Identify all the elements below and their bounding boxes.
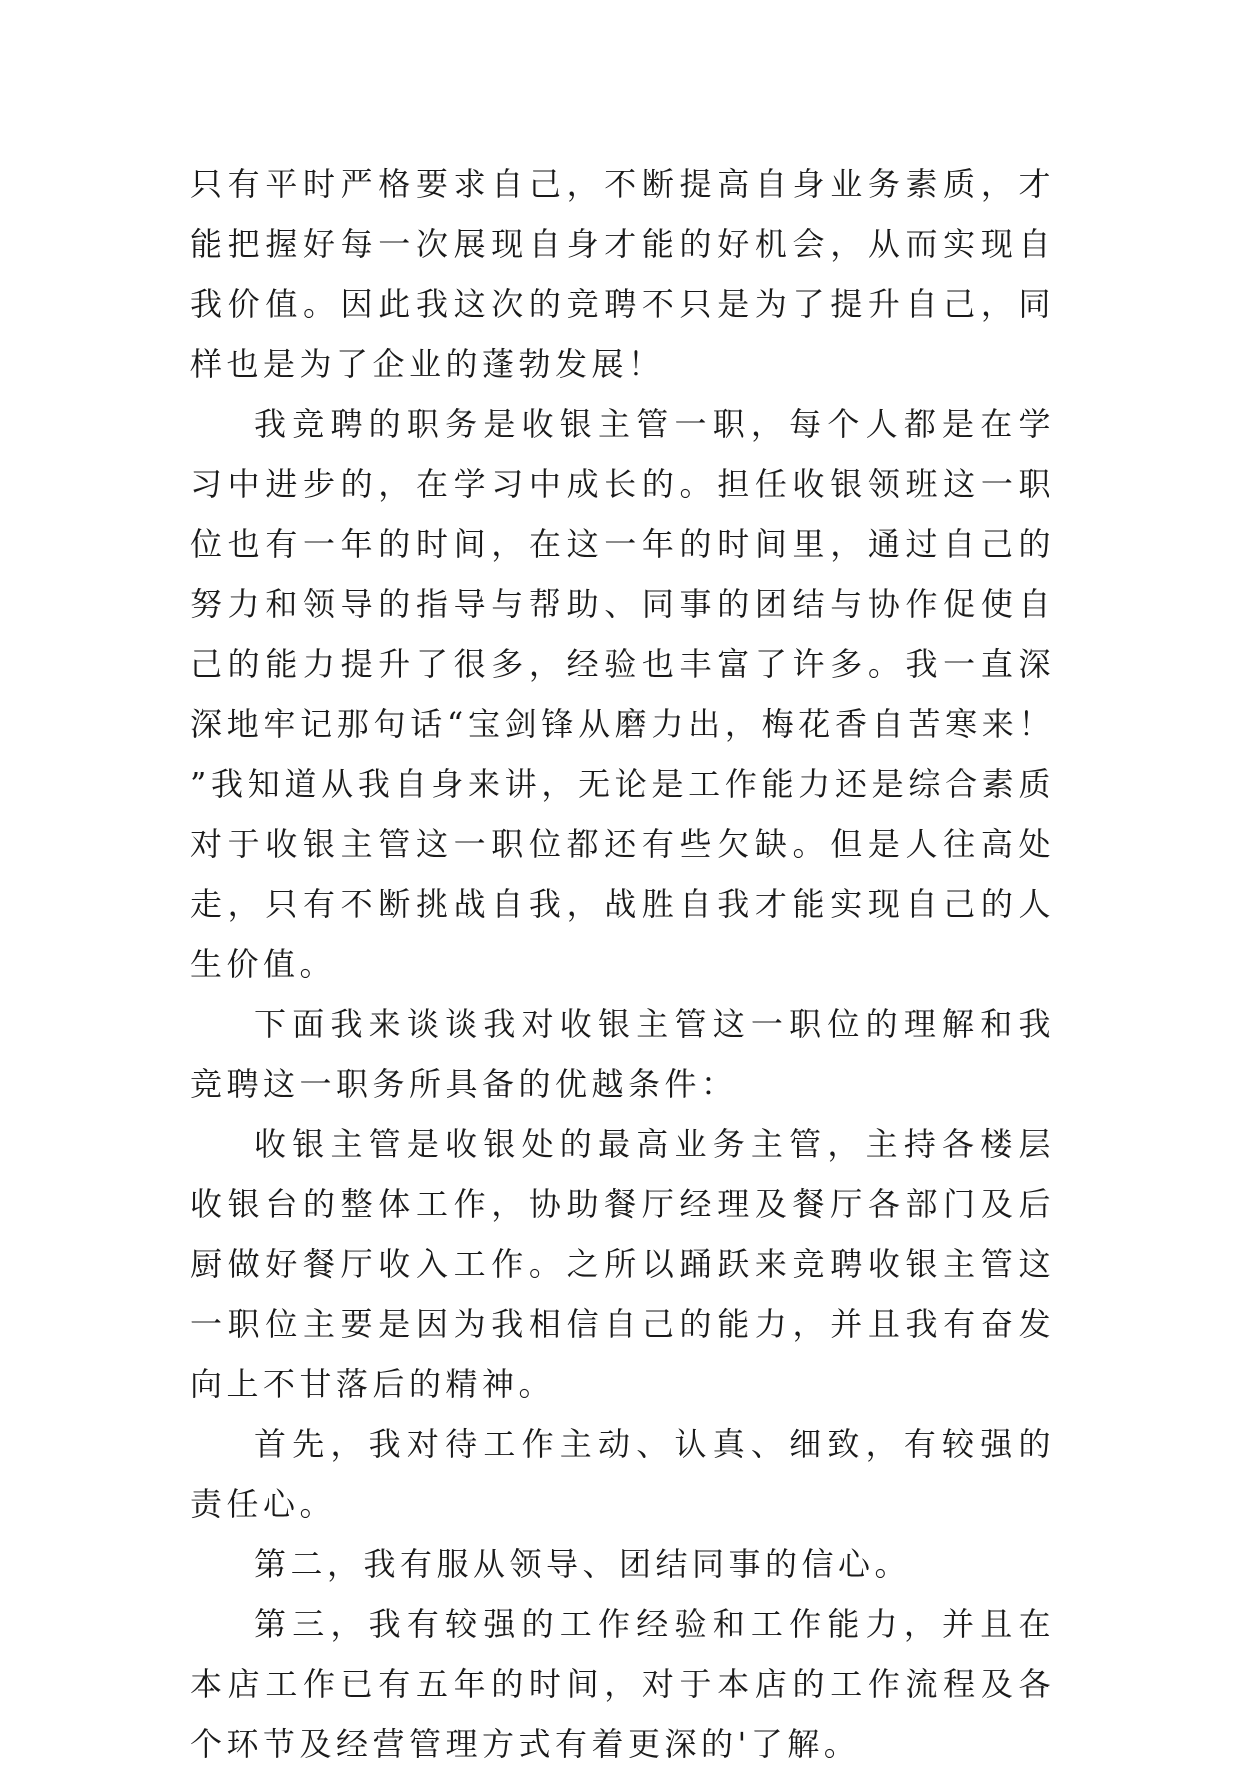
body-text [190, 154, 1055, 1774]
paragraph-2: 我竞聘的职务是收银主管一职，每个人都是在学习中进步的，在学习中成长的。担任收银领班这一职位也有一年的时间，在这一年的时间里，通过自己的努力和领导的指导与帮助、同事的团结与协作促使自己的能力提升了很多，经验也丰富了许多。我一直深深地牢记那句话“宝剑锋从磨力出，梅花香自苦寒来！”我知道从我自身来讲，无论是工作能力还是综合素质对于收银主管这一职位都还有些欠缺。但是人往高处走，只有不断挑战自我，战胜自我才能实现自己的人生价值。 [190, 405, 1055, 983]
paragraph-6: 第二，我有服从领导、团结同事的信心。 [254, 1545, 912, 1583]
paragraph-7: 第三，我有较强的工作经验和工作能力，并且在本店工作已有五年的时间，对于本店的工作流程及各个环节及经营管理方式有着更深的'了解。 [190, 1605, 1055, 1763]
paragraph-5: 首先，我对待工作主动、认真、细致，有较强的责任心。 [190, 1425, 1055, 1523]
paragraph-4: 收银主管是收银处的最高业务主管，主持各楼层收银台的整体工作，协助餐厅经理及餐厅各部门及后厨做好餐厅收入工作。之所以踊跃来竞聘收银主管这一职位主要是因为我相信自己的能力，并且我有奋发向上不甘落后的精神。 [190, 1125, 1055, 1403]
paragraph-1: 只有平时严格要求自己，不断提高自身业务素质，才能把握好每一次展现自身才能的好机会，从而实现自我价值。因此我这次的竞聘不只是为了提升自己，同样也是为了企业的蓬勃发展！ [190, 165, 1055, 383]
paragraph-3: 下面我来谈谈我对收银主管这一职位的理解和我竞聘这一职务所具备的优越条件： [190, 1005, 1055, 1103]
